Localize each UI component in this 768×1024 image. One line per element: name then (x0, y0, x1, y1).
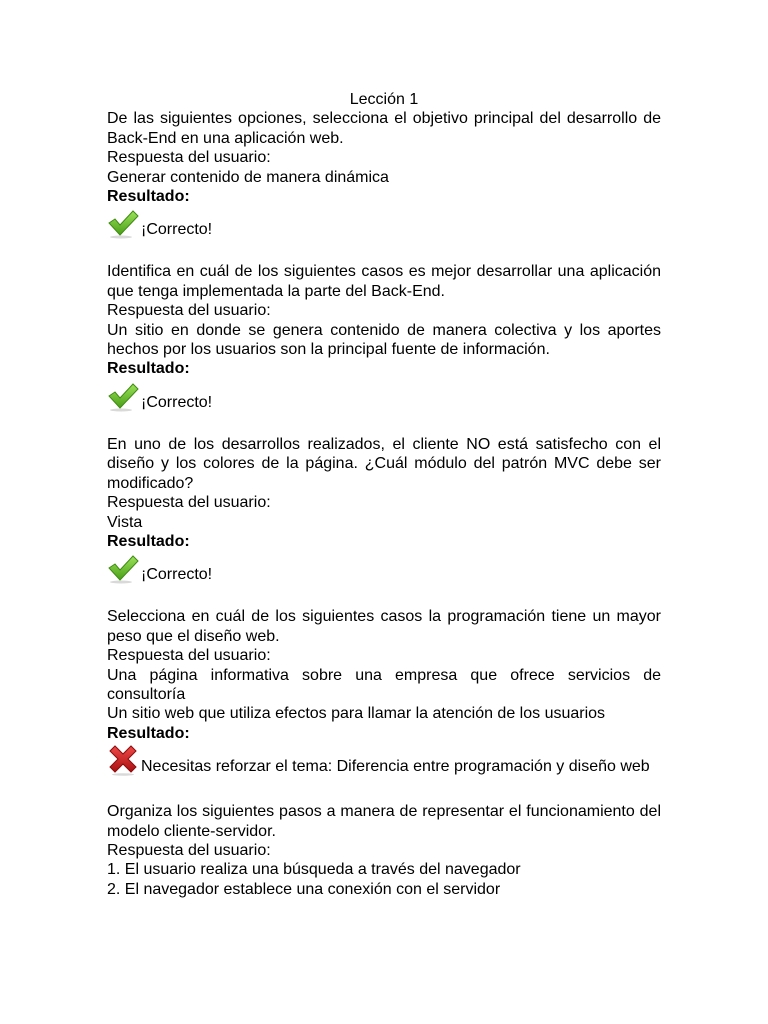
user-answer-label: Respuesta del usuario: (107, 841, 271, 859)
page-title: Lección 1 (349, 91, 419, 108)
result-label: Resultado: (107, 360, 190, 378)
user-answer: 1. El usuario realiza una búsqueda a través del navegador (107, 861, 521, 879)
user-answer: Un sitio en donde se genera contenido de manera colectiva y los aportes hechos por los usuarios son la principal fuente de información. (107, 321, 661, 359)
question-text: De las siguientes opciones, selecciona el objetivo principal del desarrollo de Back-End en una aplicación web. (107, 110, 661, 147)
result-row (107, 745, 661, 776)
user-answer-label: Respuesta del usuario: (107, 494, 271, 512)
user-answer: Un sitio web que utiliza efectos para llamar la atención de los usuarios (107, 705, 606, 723)
user-answer: Generar contenido de manera dinámica (107, 168, 389, 186)
question-text: En uno de los desarrollos realizados, el cliente NO está satisfecho con el diseño y los colores de la página. ¿Cuál módulo del patrón MVC debe ser modificado? (107, 435, 661, 492)
result-label: Resultado: (107, 724, 190, 742)
result-text: Necesitas reforzar el tema: Diferencia entre programación y diseño web (141, 758, 650, 776)
result-label: Resultado: (107, 188, 190, 206)
question-block-1 (107, 109, 661, 239)
user-answer: Vista (107, 513, 143, 531)
result-row (107, 381, 661, 412)
question-text: Selecciona en cuál de los siguientes casos la programación tiene un mayor peso que el diseño web. (107, 608, 661, 645)
result-row (107, 553, 661, 584)
user-answer-label: Respuesta del usuario: (107, 302, 271, 320)
question-block-4 (107, 607, 661, 776)
question-text: Identifica en cuál de los siguientes casos es mejor desarrollar una aplicación que tenga implementada la parte del Back-End. (107, 263, 661, 300)
quiz-results-document (107, 90, 661, 899)
result-text: ¡Correcto! (141, 566, 213, 584)
user-answer-label: Respuesta del usuario: (107, 647, 271, 665)
user-answer: 2. El navegador establece una conexión con el servidor (107, 880, 501, 898)
user-answer: Una página informativa sobre una empresa que ofrece servicios de consultoría (107, 666, 661, 703)
check-icon (107, 208, 139, 239)
cross-icon (107, 745, 139, 776)
question-block-3 (107, 435, 661, 584)
result-text: ¡Correcto! (141, 393, 213, 411)
result-label: Resultado: (107, 532, 190, 550)
user-answer-label: Respuesta del usuario: (107, 149, 271, 167)
result-text: ¡Correcto! (141, 221, 213, 239)
result-row (107, 208, 661, 239)
question-text: Organiza los siguientes pasos a manera de representar el funcionamiento del modelo cliente-servidor. (107, 803, 661, 840)
question-block-5 (107, 802, 661, 899)
question-block-2 (107, 262, 661, 411)
check-icon (107, 381, 139, 412)
check-icon (107, 553, 139, 584)
